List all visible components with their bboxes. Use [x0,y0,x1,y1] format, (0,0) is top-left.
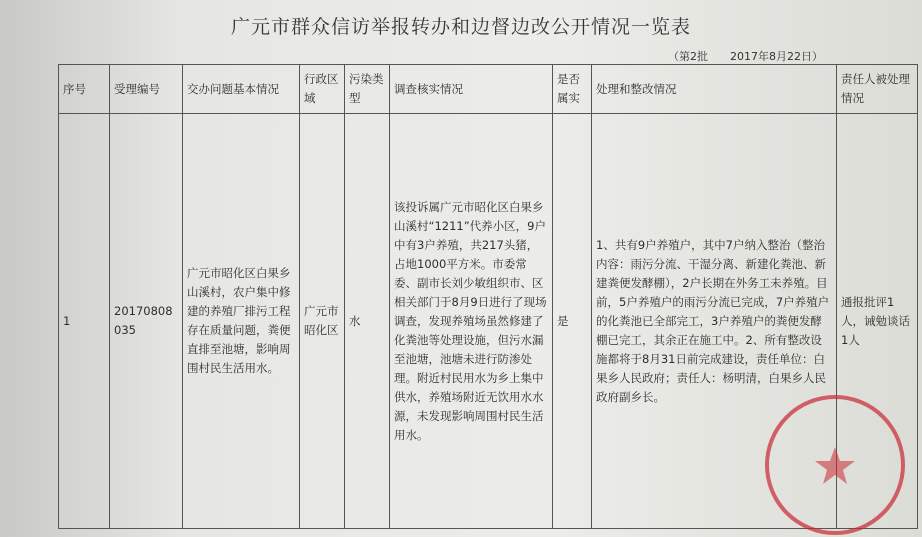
cell-problem: 广元市昭化区白果乡山溪村，农户集中修建的养殖厂排污工程存在质量问题，粪便直排至池塘，影响周围村民生活用水。 [183,114,300,529]
cell-type: 水 [345,114,390,529]
header-true: 是否属实 [553,65,592,114]
page-title: 广元市群众信访举报转办和边督边改公开情况一览表 [230,16,691,38]
header-accountability: 责任人被处理情况 [837,65,918,114]
header-region: 行政区域 [300,65,345,114]
cell-id: 20170808035 [110,114,183,529]
cell-region: 广元市昭化区 [300,114,345,529]
header-handling: 处理和整改情况 [592,65,837,114]
header-investigation: 调查核实情况 [390,65,553,114]
cell-investigation: 该投诉属广元市昭化区白果乡山溪村“1211”代养小区，9户中有3户养殖，共217头猪，占地1000平方米。市委常委、副市长刘少敏组织市、区相关部门于8月9日进行了现场调查，发现养殖场虽然修建了化粪池等处理设施，但污水漏至池塘，池塘未进行防渗处理。附近村民用水为乡上集中供水，养殖场附近无饮用水水源，未发现影响周围村民生活用水。 [390,114,553,529]
cell-true: 是 [553,114,592,529]
batch-date: （第2批 2017年8月22日） [668,50,823,63]
header-id: 受理编号 [110,65,183,114]
header-no: 序号 [59,65,110,114]
official-seal [765,395,905,535]
cell-accountability: 通报批评1人，诫勉谈话1人 [837,114,918,529]
header-type: 污染类型 [345,65,390,114]
cell-handling: 1、共有9户养殖户，其中7户纳入整治（整治内容：雨污分流、干湿分离、新建化粪池、新建粪便发酵棚），2户长期在外务工未养殖。目前，5户养殖户的雨污分流已完成，7户养殖户的化粪池已全部完工，3户养殖户的粪便发酵棚已完工，其余正在施工中。2、所有整改设施都将于8月31日前完成建设，责任单位：白果乡人民政府；责任人：杨明清，白果乡人民政府副乡长。 [592,114,837,529]
cell-no: 1 [59,114,110,529]
header-problem: 交办问题基本情况 [183,65,300,114]
header-row [59,65,918,114]
seal-star-icon [765,395,905,535]
